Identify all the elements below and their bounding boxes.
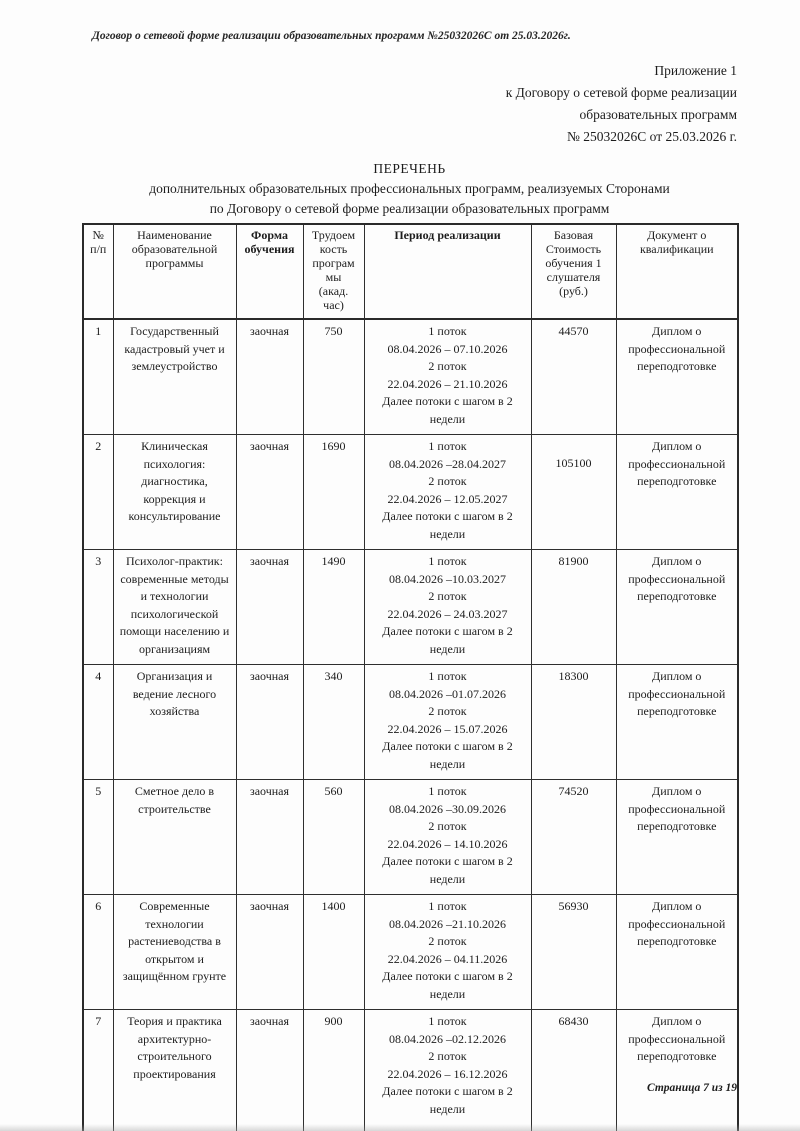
row-number-cell (83, 665, 113, 780)
subtitle-line: дополнительных образовательных профессиональных программ, реализуемых Сторонами (149, 181, 670, 196)
row-number-cell-text: 1 (95, 324, 102, 338)
hours-cell-text: 750 (324, 324, 343, 338)
row-number-cell (83, 780, 113, 895)
table-header-cell (83, 224, 113, 319)
document-cell-text: Диплом о профессиональной переподготовке (628, 1014, 726, 1063)
row-number-cell (83, 435, 113, 550)
price-cell-text: 81900 (558, 554, 589, 568)
period-line: 08.04.2026 –01.07.2026 (389, 686, 506, 701)
period-line: 22.04.2026 – 15.07.2026 (387, 721, 508, 736)
period-line: 2 поток (428, 1049, 467, 1063)
header-line: квалификации (639, 242, 714, 256)
title-block (82, 158, 737, 219)
program-name-cell-text: Организация и ведение лесного хозяйства (132, 669, 217, 718)
table-row (83, 780, 738, 895)
study-form-cell-text: заочная (249, 439, 290, 453)
period-cell (364, 550, 531, 665)
study-form-cell (236, 665, 303, 780)
period-line: 08.04.2026 –28.04.2027 (389, 456, 506, 471)
header-line: Базовая (553, 228, 594, 242)
price-cell-text: 44570 (558, 324, 589, 338)
period-line: 2 поток (428, 474, 467, 488)
period-line: 2 поток (428, 819, 467, 833)
document-cell-text: Диплом о профессиональной переподготовке (628, 669, 726, 718)
price-cell (531, 550, 616, 665)
row-number-cell-text: 7 (95, 1014, 102, 1028)
period-line: Далее потоки с шагом в 2 недели (382, 854, 513, 886)
program-name-cell-text: Клиническая психология: диагностика, коррекция и консультирование (128, 439, 221, 523)
program-name-cell-text: Теория и практика архитектурно-строительного проектирования (127, 1014, 222, 1081)
hours-cell (303, 550, 364, 665)
price-cell (531, 665, 616, 780)
document-cell-text: Диплом о профессиональной переподготовке (628, 324, 726, 373)
period-line: Далее потоки с шагом в 2 недели (382, 509, 513, 541)
program-name-cell (113, 550, 236, 665)
period-cell (364, 319, 531, 435)
table-header-cell (113, 224, 236, 319)
period-cell (364, 780, 531, 895)
table-row (83, 665, 738, 780)
hours-cell (303, 1010, 364, 1131)
study-form-cell (236, 319, 303, 435)
document-cell-text: Диплом о профессиональной переподготовке (628, 899, 726, 948)
program-name-cell (113, 780, 236, 895)
price-cell-text: 105100 (555, 456, 592, 470)
period-line: Далее потоки с шагом в 2 недели (382, 969, 513, 1001)
appendix-line: Приложение 1 (654, 63, 737, 78)
header-line: Документ о (647, 228, 707, 242)
study-form-cell-text: заочная (249, 554, 290, 568)
price-cell (531, 1010, 616, 1131)
page-title: ПЕРЕЧЕНЬ (373, 161, 446, 176)
header-line: (акад. (318, 284, 349, 298)
period-line: 1 поток (428, 669, 467, 683)
period-line: 22.04.2026 – 14.10.2026 (387, 836, 508, 851)
header-line: Стоимость (545, 242, 602, 256)
header-line: слушателя (546, 270, 601, 284)
hours-cell-text: 1400 (321, 899, 346, 913)
period-line: 2 поток (428, 359, 467, 373)
period-line: 08.04.2026 – 07.10.2026 (387, 341, 508, 356)
period-line: 2 поток (428, 704, 467, 718)
price-cell-text: 18300 (558, 669, 589, 683)
study-form-cell (236, 895, 303, 1010)
header-line: Период реализации (394, 228, 501, 242)
hours-cell (303, 435, 364, 550)
document-cell-text: Диплом о профессиональной переподготовке (628, 554, 726, 603)
program-name-cell (113, 1010, 236, 1131)
price-cell (531, 895, 616, 1010)
header-line: програм (312, 256, 355, 270)
table-row (83, 895, 738, 1010)
header-line: час) (323, 298, 344, 312)
period-line: 08.04.2026 –21.10.2026 (389, 916, 506, 931)
header-line: обучения (244, 242, 295, 256)
study-form-cell (236, 435, 303, 550)
table-row (83, 319, 738, 435)
study-form-cell-text: заочная (249, 324, 290, 338)
period-line: 1 поток (428, 324, 467, 338)
price-cell (531, 435, 616, 550)
period-line: 1 поток (428, 439, 467, 453)
price-cell (531, 780, 616, 895)
price-cell-text: 74520 (558, 784, 589, 798)
table-row (83, 1010, 738, 1131)
document-cell-text: Диплом о профессиональной переподготовке (628, 784, 726, 833)
study-form-cell (236, 780, 303, 895)
period-cell (364, 665, 531, 780)
row-number-cell (83, 319, 113, 435)
period-cell (364, 1010, 531, 1131)
appendix-line: образовательных программ (579, 107, 737, 122)
period-line: 08.04.2026 –02.12.2026 (389, 1031, 506, 1046)
program-name-cell-text: Сметное дело в строительстве (134, 784, 215, 816)
header-line: мы (325, 270, 342, 284)
program-name-cell (113, 895, 236, 1010)
hours-cell (303, 780, 364, 895)
period-cell (364, 435, 531, 550)
period-cell (364, 895, 531, 1010)
header-line: кость (319, 242, 348, 256)
table-header-cell (364, 224, 531, 319)
header-line: Форма (251, 228, 288, 242)
document-cell (616, 319, 738, 435)
study-form-cell-text: заочная (249, 899, 290, 913)
period-line: Далее потоки с шагом в 2 недели (382, 394, 513, 426)
header-line: Трудоем (311, 228, 356, 242)
row-number-cell-text: 5 (95, 784, 102, 798)
row-number-cell-text: 3 (95, 554, 102, 568)
program-name-cell-text: Государственный кадастровый учет и землеустройство (124, 324, 225, 373)
period-line: 1 поток (428, 554, 467, 568)
header-line: № (92, 228, 104, 242)
price-cell-text: 68430 (558, 1014, 589, 1028)
period-line: 1 поток (428, 784, 467, 798)
document-cell (616, 665, 738, 780)
appendix-line: к Договору о сетевой форме реализации (505, 85, 737, 100)
period-line: 22.04.2026 – 16.12.2026 (387, 1066, 508, 1081)
table-header-cell (303, 224, 364, 319)
program-name-cell (113, 319, 236, 435)
period-line: 1 поток (428, 899, 467, 913)
study-form-cell-text: заочная (249, 669, 290, 683)
period-line: 2 поток (428, 589, 467, 603)
program-name-cell (113, 435, 236, 550)
period-line: 08.04.2026 –10.03.2027 (389, 571, 506, 586)
document-cell-text: Диплом о профессиональной переподготовке (628, 439, 726, 488)
header-line: Наименование (137, 228, 212, 242)
hours-cell-text: 1490 (321, 554, 346, 568)
program-name-cell-text: Современные технологии растениеводства в открытом и защищённом грунте (122, 899, 227, 983)
table-header-row (83, 224, 738, 319)
period-line: 22.04.2026 – 24.03.2027 (387, 606, 508, 621)
appendix-block (82, 60, 737, 148)
price-cell-text: 56930 (558, 899, 589, 913)
document-cell (616, 780, 738, 895)
row-number-cell-text: 4 (95, 669, 102, 683)
hours-cell-text: 560 (324, 784, 343, 798)
document-cell (616, 550, 738, 665)
document-cell (616, 1010, 738, 1131)
period-line: 22.04.2026 – 12.05.2027 (387, 491, 508, 506)
hours-cell (303, 319, 364, 435)
hours-cell (303, 665, 364, 780)
row-number-cell (83, 1010, 113, 1131)
program-name-cell-text: Психолог-практик: современные методы и технологии психологической помощи населению и организациям (119, 554, 230, 656)
period-line: 2 поток (428, 934, 467, 948)
table-header-cell (616, 224, 738, 319)
appendix-line: № 25032026С от 25.03.2026 г. (567, 129, 737, 144)
row-number-cell (83, 550, 113, 665)
running-header: Договор о сетевой форме реализации образовательных программ №25032026С от 25.03.2026г. (92, 30, 571, 42)
header-line: (руб.) (559, 284, 588, 298)
header-line: программы (145, 256, 204, 270)
study-form-cell (236, 1010, 303, 1131)
table-row (83, 435, 738, 550)
price-cell (531, 319, 616, 435)
programs-table (82, 223, 739, 1131)
hours-cell-text: 900 (324, 1014, 343, 1028)
study-form-cell (236, 550, 303, 665)
document-cell (616, 435, 738, 550)
period-line: 22.04.2026 – 04.11.2026 (387, 951, 508, 966)
hours-cell (303, 895, 364, 1010)
page-footer: Страница 7 из 19 (647, 1082, 737, 1094)
period-line: 1 поток (428, 1014, 467, 1028)
header-line: п/п (90, 242, 107, 256)
period-line: 22.04.2026 – 21.10.2026 (387, 376, 508, 391)
period-line: 08.04.2026 –30.09.2026 (389, 801, 506, 816)
header-line: образовательной (131, 242, 218, 256)
page-edge-shadow (0, 1124, 800, 1131)
row-number-cell (83, 895, 113, 1010)
subtitle-line: по Договору о сетевой форме реализации образовательных программ (209, 201, 610, 216)
period-line: Далее потоки с шагом в 2 недели (382, 739, 513, 771)
table-header-cell (531, 224, 616, 319)
document-cell (616, 895, 738, 1010)
period-line: Далее потоки с шагом в 2 недели (382, 624, 513, 656)
header-line: обучения 1 (545, 256, 602, 270)
hours-cell-text: 1690 (321, 439, 346, 453)
table-row (83, 550, 738, 665)
study-form-cell-text: заочная (249, 784, 290, 798)
table-header-cell (236, 224, 303, 319)
row-number-cell-text: 6 (95, 899, 102, 913)
row-number-cell-text: 2 (95, 439, 102, 453)
hours-cell-text: 340 (324, 669, 343, 683)
study-form-cell-text: заочная (249, 1014, 290, 1028)
period-line: Далее потоки с шагом в 2 недели (382, 1084, 513, 1116)
program-name-cell (113, 665, 236, 780)
